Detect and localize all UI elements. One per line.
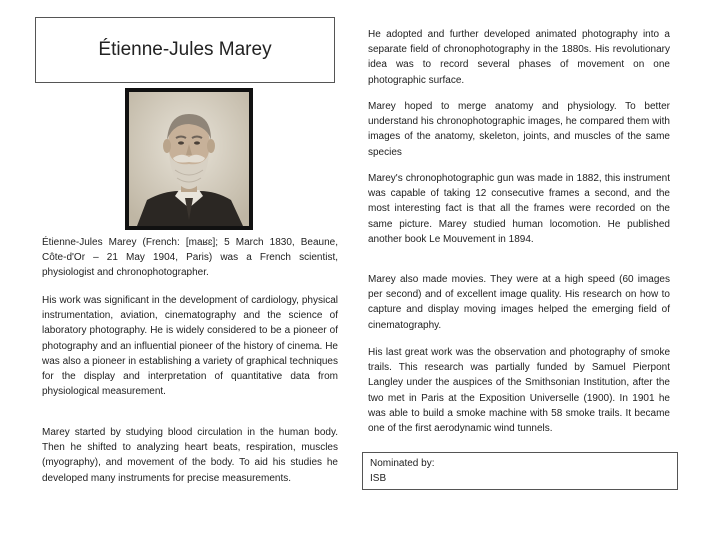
studies-paragraph: Marey started by studying blood circulation in the human body. Then he shifted to analyzing heart beats, respiration, muscles (myography), and movement of the body. To aid his studies he developed many instruments for precise measurements. bbox=[42, 427, 338, 484]
chronophotography-paragraph: He adopted and further developed animated photography into a separate field of chronophotography in the 1880s. His revolutionary idea was to record several phases of movement on one photographic surface. bbox=[368, 29, 670, 86]
movies-paragraph: Marey also made movies. They were at a high speed (60 images per second) and of excellent image quality. His research on how to capture and display moving images helped the emerging field of cinematography. bbox=[368, 274, 670, 331]
nominated-box bbox=[362, 452, 678, 490]
portrait-frame bbox=[125, 88, 253, 230]
page-title: Étienne-Jules Marey bbox=[98, 39, 272, 60]
portrait-photo bbox=[129, 92, 249, 226]
smoke-trails-paragraph: His last great work was the observation and photography of smoke trails. This research was partially funded by Samuel Pierpont Langley under the auspices of the Smithsonian Institution, after the two met in Paris at the Exposition Universelle (1900). In 1901 he was able to build a smoke machine with 58 smoke trails. It became one of the first aerodynamic wind tunnels. bbox=[368, 347, 670, 435]
work-paragraph: His work was significant in the development of cardiology, physical instrumentation, aviation, cinematography and the science of laboratory photography. He is widely considered to be a pioneer of photography and an influential pioneer of the history of cinema. He was also a pioneer in establishing a variety of graphical techniques for the display and interpretation of quantitative data from physiological measurement. bbox=[42, 295, 338, 398]
title-box bbox=[35, 17, 335, 83]
intro-paragraph: Étienne-Jules Marey (French: [maʁɛ]; 5 March 1830, Beaune, Côte-d'Or – 21 May 1904, Paris) was a French scientist, physiologist and chronophotographer. bbox=[42, 237, 338, 279]
anatomy-paragraph: Marey hoped to merge anatomy and physiology. To better understand his chronophotographic images, he compared them with images of the anatomy, skeleton, joints, and muscles of the same species bbox=[368, 101, 670, 158]
nominated-name: ISB bbox=[370, 473, 387, 484]
portrait-illustration bbox=[129, 92, 249, 226]
gun-paragraph: Marey's chronophotographic gun was made in 1882, this instrument was capable of taking 12 consecutive frames a second, and the most interesting fact is that all the frames were recorded on the same picture. Marey studied human locomotion. He published another book Le Mouvement in 1894. bbox=[368, 173, 670, 245]
nominated-label: Nominated by: bbox=[370, 458, 435, 469]
